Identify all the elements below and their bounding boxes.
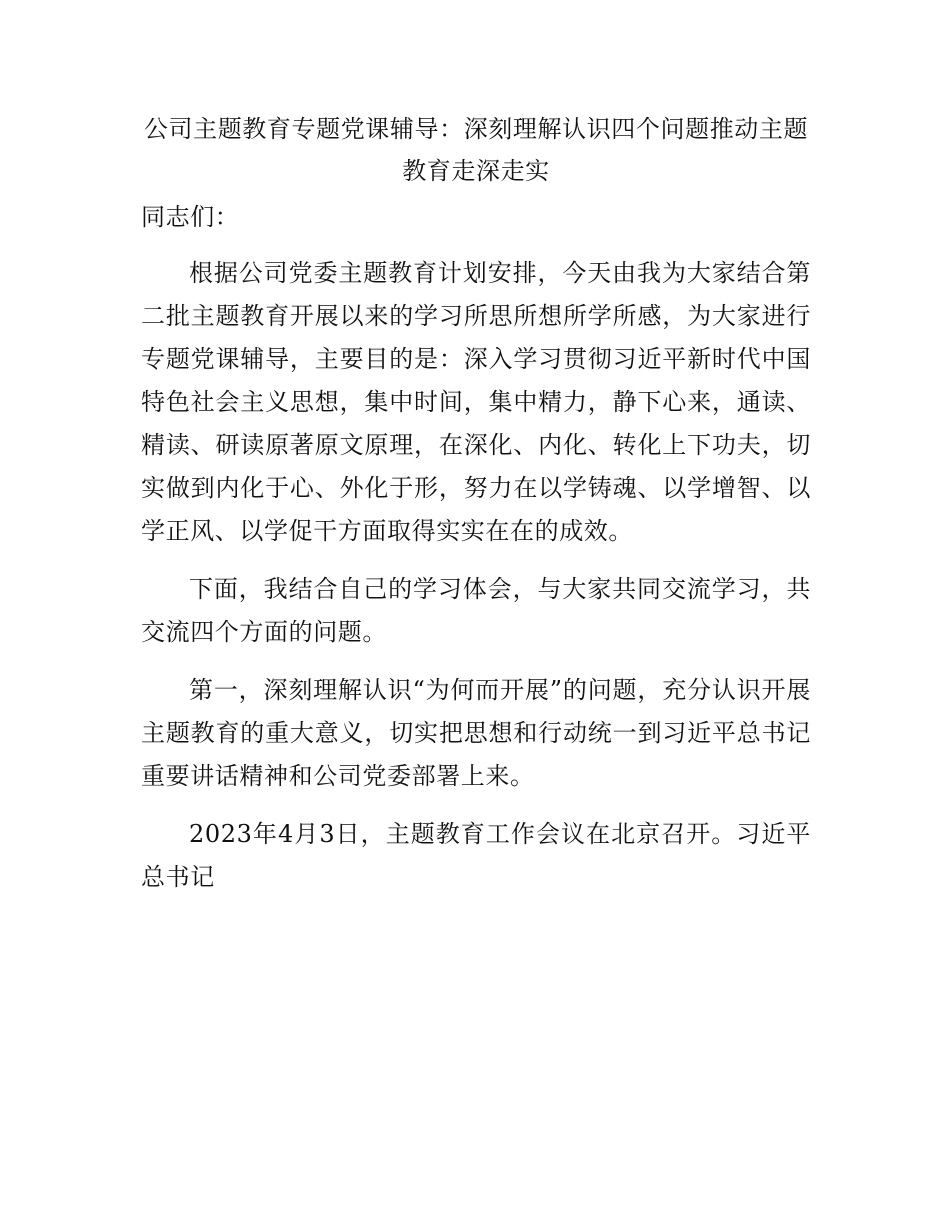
- greeting: 同志们：: [141, 203, 240, 231]
- paragraph-intro: 根据公司党委主题教育计划安排，今天由我为大家结合第二批主题教育开展以来的学习所思所想所学所感，为大家进行专题党课辅导，主要目的是：深入学习贯彻习近平新时代中国特色社会主义思想，集中时间，集中精力，静下心来，通读、精读、研读原著原文原理，在深化、内化、转化上下功夫，切实做到内化于心、外化于形，努力在以学铸魂、以学增智、以学正风、以学促干方面取得实实在在的成效。: [141, 259, 811, 545]
- paragraph-first-point: 第一，深刻理解认识“为何而开展”的问题，充分认识开展主题教育的重大意义，切实把思想和行动统一到习近平总书记重要讲话精神和公司党委部署上来。: [141, 676, 811, 790]
- document-body: [141, 108, 811, 899]
- document-title: 公司主题教育专题党课辅导：深刻理解认识四个问题推动主题教育走深走实: [143, 115, 809, 185]
- paragraph-overview: 下面，我结合自己的学习体会，与大家共同交流学习，共交流四个方面的问题。: [141, 575, 811, 646]
- paragraph-meeting: 2023年4月3日，主题教育工作会议在北京召开。习近平总书记: [141, 820, 811, 891]
